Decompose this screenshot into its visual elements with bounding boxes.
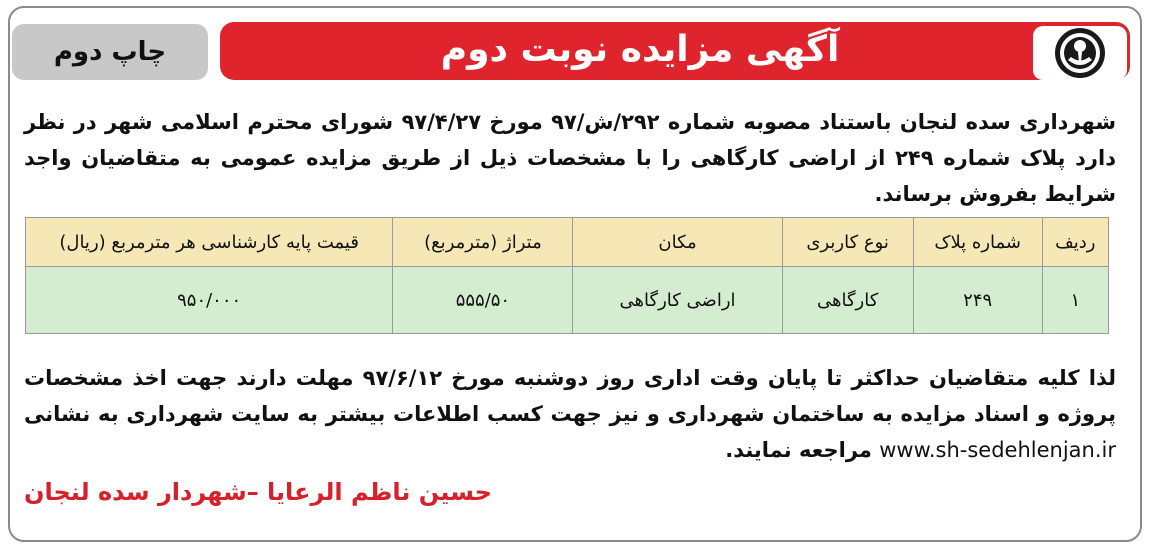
cell-usage-type: کارگاهی: [782, 267, 913, 334]
cell-location: اراضی کارگاهی: [573, 267, 782, 334]
table-header-row: [26, 218, 1109, 267]
header-base-price: قیمت پایه کارشناسی هر مترمربع (ریال): [26, 218, 393, 267]
cell-area: ۵۵۵/۵۰: [393, 267, 573, 334]
auction-table: [25, 217, 1109, 334]
intro-paragraph: شهرداری سده لنجان باستناد مصوبه شماره ۲۹۲/ش/۹۷ مورخ ۹۷/۴/۲۷ شورای محترم اسلامی شهر در نظر دارد پلاک شماره ۲۴۹ از اراضی کارگاهی را با مشخصات ذیل از طریق مزایده عمومی به متقاضیان واجد شرایط بفروش برساند.: [24, 110, 1117, 206]
header-usage-type: نوع کاربری: [782, 218, 913, 267]
outro-paragraph: [24, 360, 1116, 468]
website-link[interactable]: www.sh-sedehlenjan.ir: [879, 438, 1116, 462]
table-row: [26, 267, 1109, 334]
municipality-logo: [1033, 26, 1127, 80]
signature: حسین ناظم الرعایا –شهردار سده لنجان: [24, 478, 492, 506]
cell-base-price: ۹۵۰/۰۰۰: [26, 267, 393, 334]
print-edition-label: چاپ دوم: [12, 24, 208, 80]
notice-title: آگهی مزایده نوبت دوم: [440, 29, 840, 70]
outro-text: لذا کلیه متقاضیان حداکثر تا پایان وقت اداری روز دوشنبه مورخ ۹۷/۶/۱۲ مهلت دارند جهت اخذ مشخصات پروژه و اسناد مزایده به ساختمان شهرداری و نیز جهت کسب اطلاعات بیشتر به سایت شهرداری به نشانی: [24, 366, 1116, 426]
municipality-emblem-icon: [1053, 26, 1107, 80]
cell-row-number: ۱: [1042, 267, 1108, 334]
outro-closing: مراجعه نمایند.: [725, 438, 872, 462]
header-area: متراژ (مترمربع): [393, 218, 573, 267]
header-location: مکان: [573, 218, 782, 267]
header-plot-number: شماره پلاک: [913, 218, 1042, 267]
cell-plot-number: ۲۴۹: [913, 267, 1042, 334]
header-row-number: ردیف: [1042, 218, 1108, 267]
